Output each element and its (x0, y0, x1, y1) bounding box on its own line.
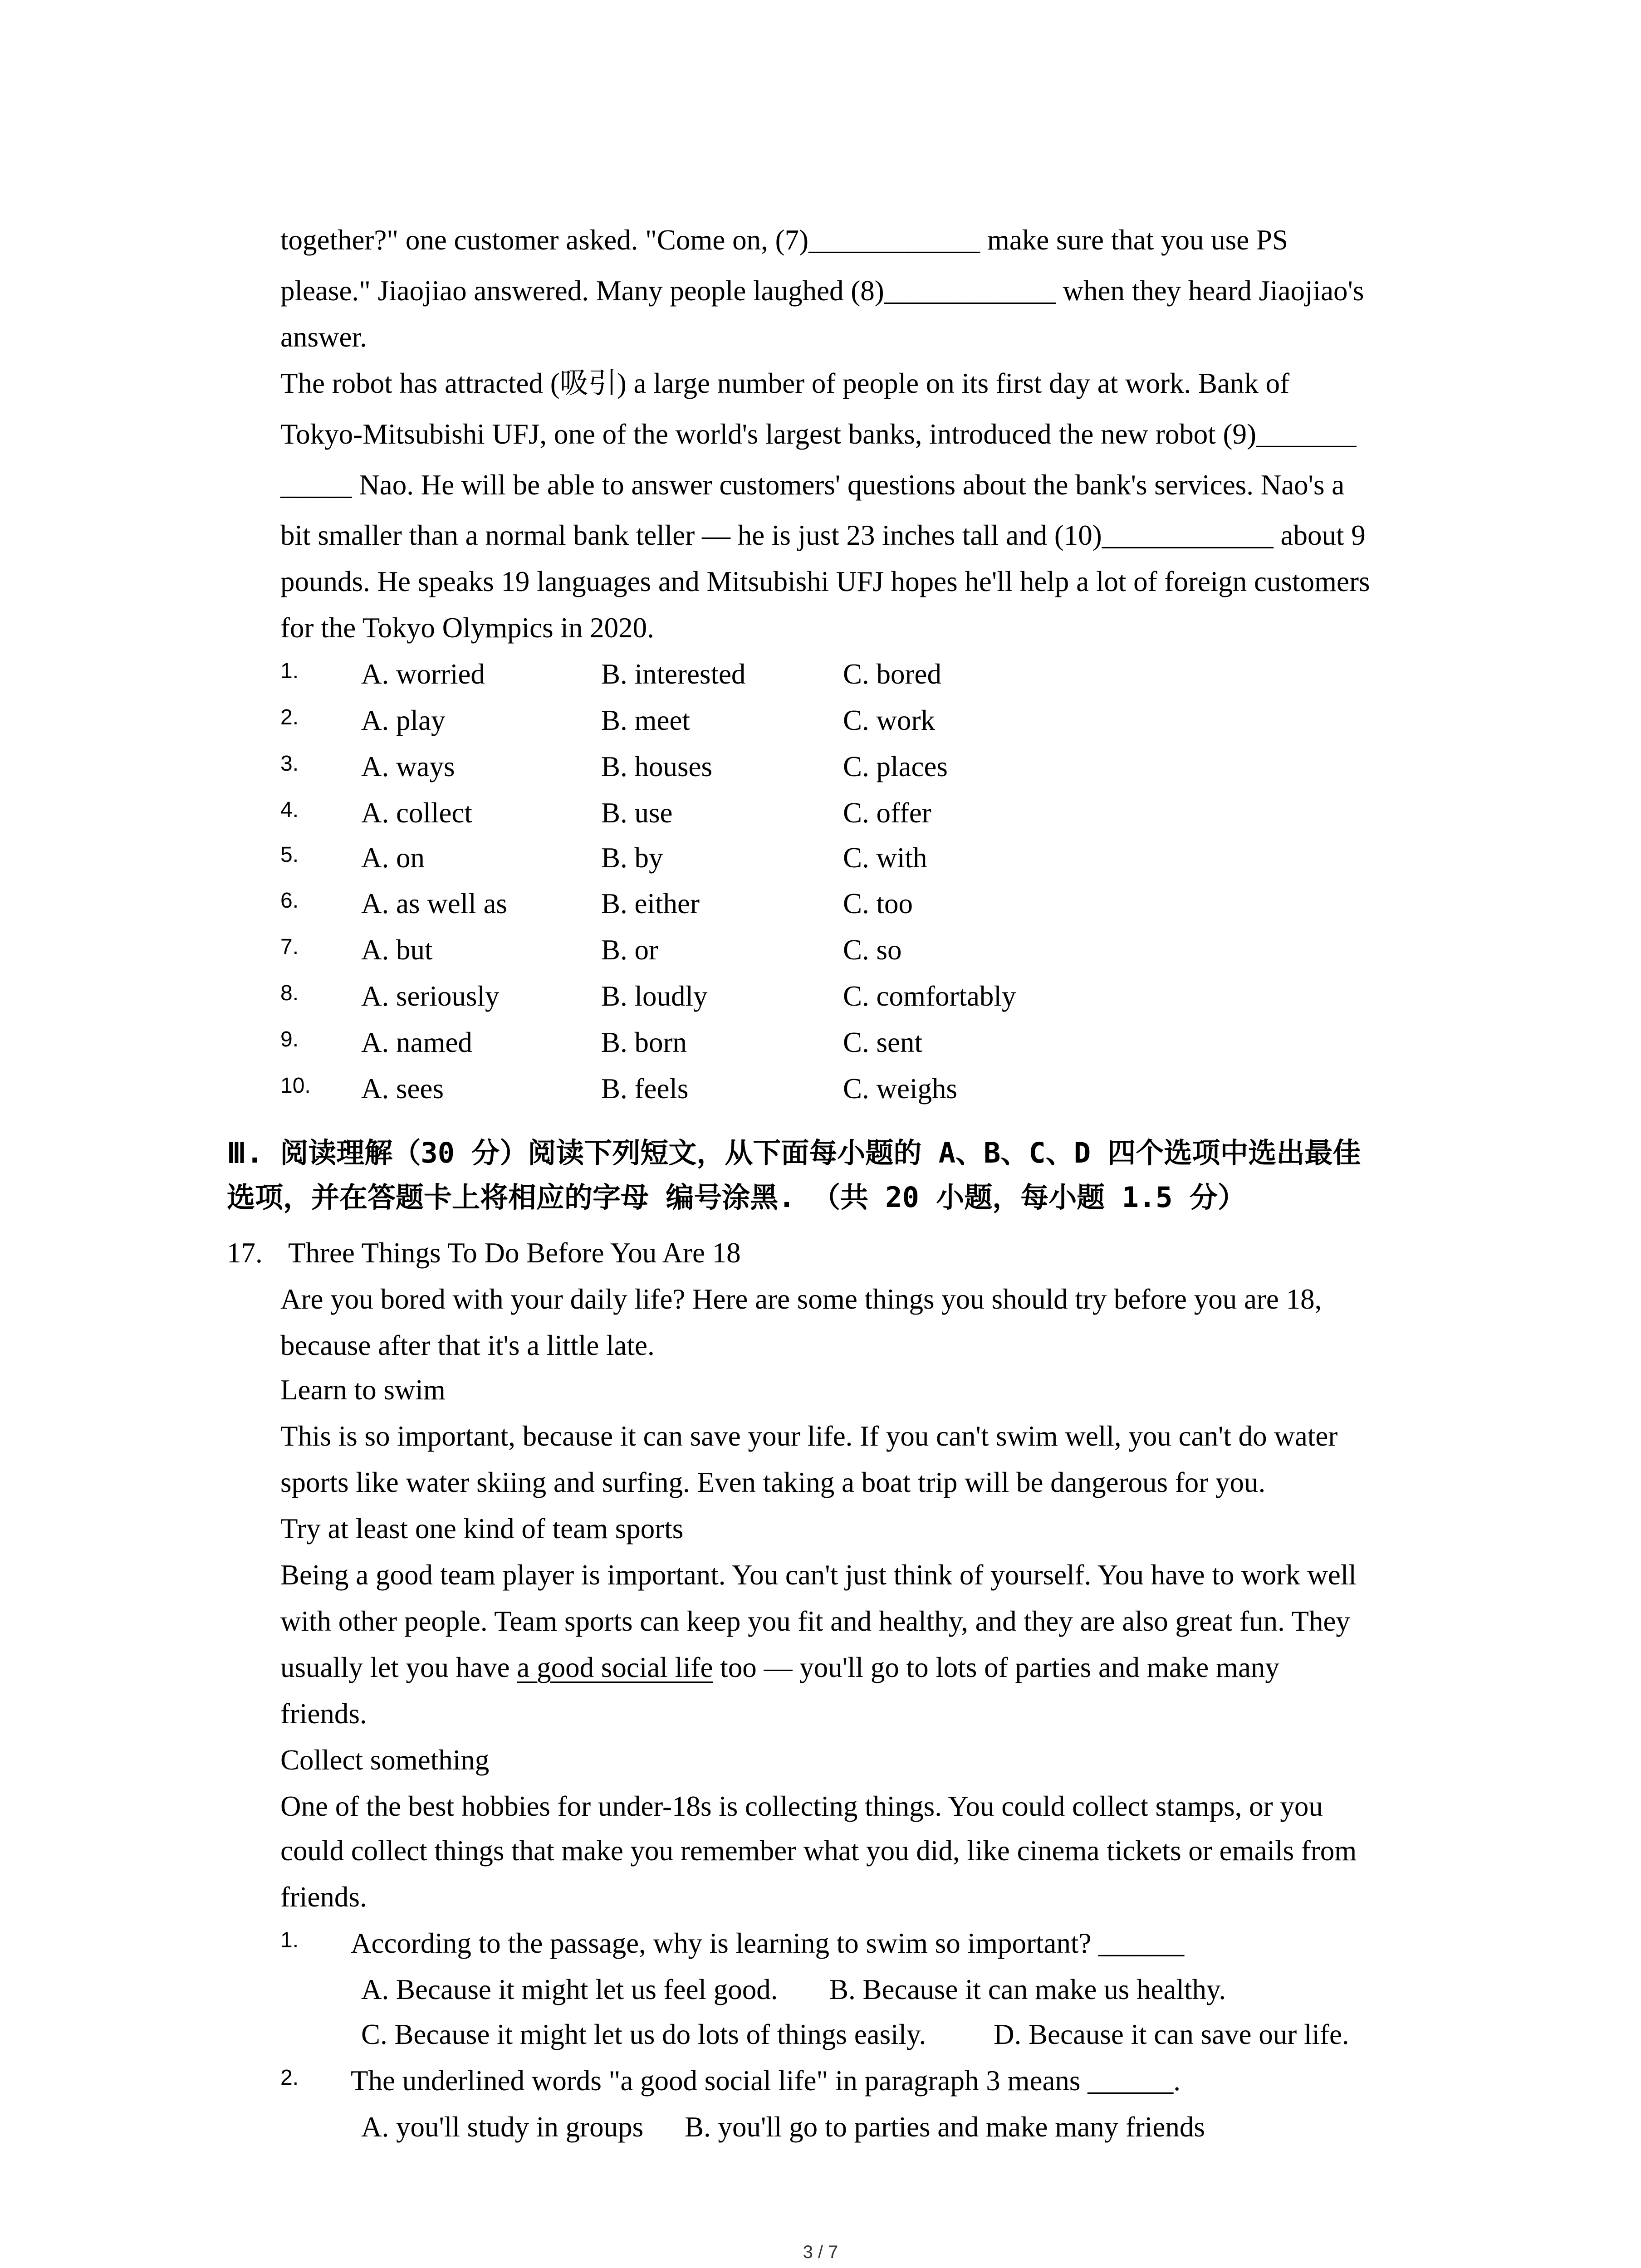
answer-option: B. Because it can make us healthy. (829, 1974, 1226, 2005)
answer-option: C. Because it might let us do lots of things easily. (361, 2019, 926, 2050)
text-segment: usually let you have (280, 1652, 517, 1683)
passage-number: 17. (227, 1237, 263, 1269)
question-number: 1. (280, 1928, 299, 1952)
option-b: B. meet (601, 704, 690, 736)
option-b: B. feels (601, 1073, 689, 1105)
option-b: B. either (601, 888, 700, 919)
passage-line: The robot has attracted (吸引) a large number of people on its first day at work. Bank of (280, 367, 1290, 399)
subheading: Try at least one kind of team sports (280, 1513, 684, 1545)
paragraph-line: This is so important, because it can save your life. If you can't swim well, you can't do water (280, 1420, 1338, 1452)
paragraph-line: One of the best hobbies for under-18s is collecting things. You could collect stamps, or you (280, 1790, 1323, 1822)
passage-line: pounds. He speaks 19 languages and Mitsubishi UFJ hopes he'll help a lot of foreign customers (280, 566, 1370, 597)
option-b: B. loudly (601, 980, 708, 1012)
question-number: 2. (280, 2066, 299, 2090)
paragraph-line: with other people. Team sports can keep you fit and healthy, and they are also great fun. They (280, 1605, 1350, 1637)
answer-option: D. Because it can save our life. (994, 2019, 1349, 2050)
passage-line: answer. (280, 321, 367, 353)
cloze-option-row (0, 835, 1641, 881)
passage-title: Three Things To Do Before You Are 18 (288, 1237, 741, 1269)
option-a: A. ways (361, 751, 455, 782)
option-c: C. places (843, 751, 948, 782)
option-c: C. so (843, 934, 902, 966)
passage-line: bit smaller than a normal bank teller — he is just 23 inches tall and (10)____________ about 9 (280, 519, 1366, 551)
underlined-phrase: a good social life (517, 1652, 713, 1683)
passage-line: Tokyo-Mitsubishi UFJ, one of the world's largest banks, introduced the new robot (9)_______ (280, 418, 1357, 450)
section-heading-line: 选项，并在答题卡上将相应的字母 编号涂黑. （共 20 小题，每小题 1.5 分） (227, 1181, 1246, 1214)
option-a: A. seriously (361, 980, 500, 1012)
cloze-option-row (0, 927, 1641, 973)
subheading: Collect something (280, 1744, 490, 1776)
option-b: B. by (601, 842, 663, 874)
option-b: B. or (601, 934, 658, 966)
option-number: 1. (280, 659, 299, 683)
option-a: A. sees (361, 1073, 444, 1105)
option-b: B. interested (601, 658, 746, 690)
question-option-row (0, 2011, 1641, 2058)
paragraph-line: could collect things that make you remember what you did, like cinema tickets or emails from (280, 1835, 1357, 1867)
subheading: Learn to swim (280, 1374, 446, 1406)
option-a: A. as well as (361, 888, 507, 919)
option-c: C. work (843, 704, 935, 736)
paragraph-line: because after that it's a little late. (280, 1330, 655, 1361)
option-a: A. collect (361, 797, 472, 829)
cloze-option-row (0, 743, 1641, 790)
passage-line: _____ Nao. He will be able to answer customers' questions about the bank's services. Nao's a (280, 469, 1345, 501)
answer-option: A. you'll study in groups (361, 2111, 644, 2143)
cloze-option-row (0, 1019, 1641, 1066)
passage-line: together?" one customer asked. "Come on, (7)____________ make sure that you use PS (280, 224, 1288, 256)
option-c: C. too (843, 888, 913, 919)
option-c: C. with (843, 842, 927, 874)
question-option-row (0, 2104, 1641, 2150)
option-c: C. sent (843, 1026, 923, 1058)
cloze-option-row (0, 790, 1641, 836)
cloze-option-row (0, 697, 1641, 743)
cloze-option-row (0, 880, 1641, 927)
option-b: B. born (601, 1026, 687, 1058)
option-c: C. bored (843, 658, 941, 690)
cloze-option-row (0, 651, 1641, 697)
option-a: A. on (361, 842, 425, 874)
option-a: A. named (361, 1026, 472, 1058)
option-number: 5. (280, 843, 299, 867)
option-b: B. houses (601, 751, 713, 782)
option-c: C. weighs (843, 1073, 957, 1105)
paragraph-line: Being a good team player is important. You can't just think of yourself. You have to work well (280, 1559, 1357, 1591)
question-option-row (0, 1966, 1641, 2013)
option-a: A. but (361, 934, 433, 966)
question-stem: The underlined words "a good social life" in paragraph 3 means ______. (351, 2065, 1181, 2097)
option-number: 9. (280, 1027, 299, 1051)
page-number: 3 / 7 (803, 2242, 838, 2262)
option-number: 6. (280, 889, 299, 913)
paragraph-line: friends. (280, 1881, 367, 1913)
cloze-option-row (0, 973, 1641, 1019)
question-stem-row (0, 2058, 1641, 2104)
option-number: 3. (280, 752, 299, 776)
option-number: 10. (280, 1074, 311, 1098)
paragraph-line: friends. (280, 1698, 367, 1730)
passage-line: for the Tokyo Olympics in 2020. (280, 612, 654, 644)
paragraph-line: Are you bored with your daily life? Here are some things you should try before you are 18, (280, 1283, 1322, 1315)
option-number: 4. (280, 798, 299, 822)
option-c: C. offer (843, 797, 931, 829)
option-number: 2. (280, 705, 299, 729)
cloze-option-row (0, 1066, 1641, 1112)
answer-option: B. you'll go to parties and make many friends (685, 2111, 1205, 2143)
answer-option: A. Because it might let us feel good. (361, 1974, 778, 2005)
option-number: 7. (280, 935, 299, 959)
option-c: C. comfortably (843, 980, 1016, 1012)
text-segment: too — you'll go to lots of parties and make many (713, 1652, 1279, 1683)
paragraph-line (280, 1644, 1279, 1691)
option-number: 8. (280, 981, 299, 1005)
option-a: A. worried (361, 658, 485, 690)
question-stem-row (0, 1920, 1641, 1966)
question-stem: According to the passage, why is learning to swim so important? ______ (351, 1927, 1185, 1959)
option-b: B. use (601, 797, 673, 829)
section-heading-line: Ⅲ. 阅读理解（30 分）阅读下列短文，从下面每小题的 A、B、C、D 四个选项中选出最佳 (227, 1136, 1361, 1169)
passage-line: please." Jiaojiao answered. Many people laughed (8)____________ when they heard Jiaojiao's (280, 275, 1364, 307)
option-a: A. play (361, 704, 446, 736)
paragraph-line: sports like water skiing and surfing. Even taking a boat trip will be dangerous for you. (280, 1466, 1266, 1498)
